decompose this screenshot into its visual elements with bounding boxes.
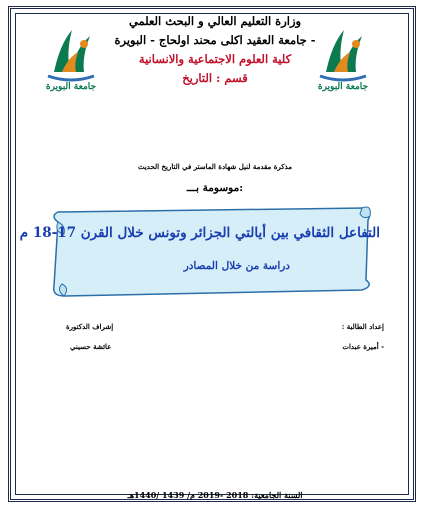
student-label: إعداد الطالبة : bbox=[341, 322, 384, 331]
academic-year: السنة الجامعية: 2018 -2019 م/ 1439 /1440هـ bbox=[127, 490, 303, 500]
faculty-line: كلية العلوم الاجتماعية والانسانية bbox=[138, 52, 292, 66]
supervisor-label: إشراف الدكتورة bbox=[66, 322, 114, 331]
department-line: قسم : التاريخ bbox=[182, 71, 248, 85]
student-name: - أميرة عبدات bbox=[342, 342, 384, 351]
logo-right-caption: جامعة البويرة bbox=[317, 82, 369, 92]
thesis-title: التفاعل الثقافي بين أيالتي الجزائر وتونس خلال القرن 17-18 م bbox=[19, 225, 380, 241]
university-line: جامعة العقيد اكلى محند اولحاج - البويرة - bbox=[114, 33, 316, 47]
ministry-line: وزارة التعليم العالي و البحث العلمي bbox=[128, 14, 302, 28]
labeled-with: موسومة بـــ: bbox=[186, 182, 244, 194]
thesis-subtitle: دراسة من خلال المصادر bbox=[183, 260, 290, 272]
thesis-purpose: مذكرة مقدمة لنيل شهادة الماستر في التاريخ الحديث bbox=[137, 162, 293, 171]
logo-left-caption: جامعة البويرة bbox=[45, 82, 97, 92]
university-logo-left bbox=[40, 22, 102, 92]
university-logo-right bbox=[312, 22, 374, 92]
scroll-shape bbox=[40, 200, 375, 300]
title-scroll bbox=[40, 200, 375, 300]
supervisor-name: عائشة حسيني bbox=[70, 342, 112, 351]
